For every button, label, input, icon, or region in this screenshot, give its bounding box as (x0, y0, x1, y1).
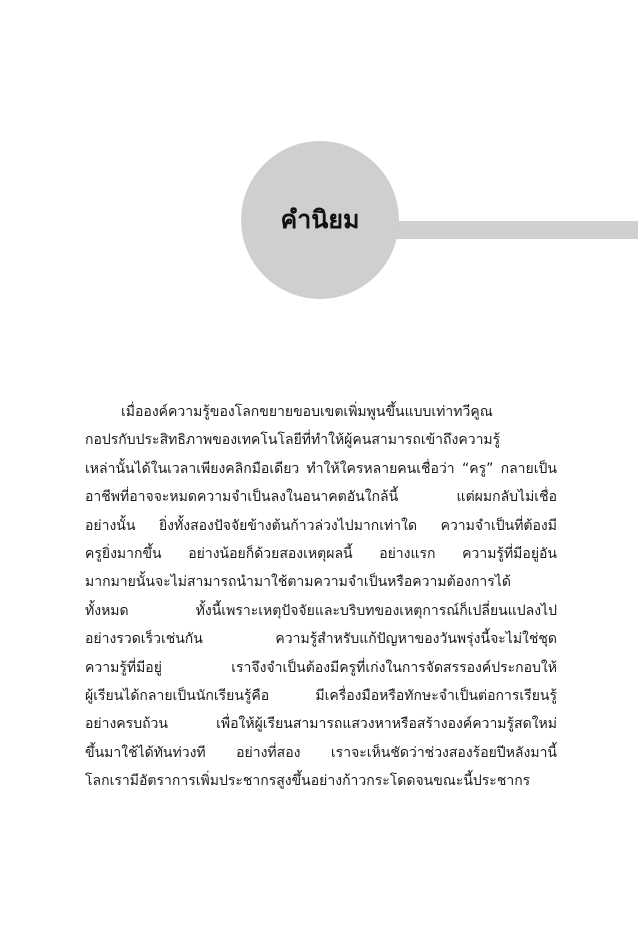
paragraph-line: ขึ้นมาใช้ได้ทันท่วงที อย่างที่สอง เราจะเห็นชัดว่าช่วงสองร้อยปีหลังมานี้ (85, 744, 557, 761)
paragraph-line: เมื่อองค์ความรู้ของโลกขยายขอบเขตเพิ่มพูนขึ้นแบบเท่าทวีคูณ (121, 404, 493, 420)
title-circle (241, 141, 399, 299)
body-paragraph (85, 398, 557, 795)
paragraph-line: อย่างรวดเร็วเช่นกัน ความรู้สำหรับแก้ปัญหาของวันพรุ่งนี้จะไม่ใช่ชุด (85, 631, 557, 648)
paragraph-line: เหล่านั้นได้ในเวลาเพียงคลิกมือเดียว ทำให้ใครหลายคนเชื่อว่า “ครู” กลายเป็น (85, 460, 557, 477)
page-title: คำนิยม (280, 205, 360, 234)
paragraph-line: โลกเรามีอัตราการเพิ่มประชากรสูงขึ้นอย่างก้าวกระโดดจนขณะนี้ประชากร (85, 773, 531, 790)
paragraph-line: อย่างครบถ้วน เพื่อให้ผู้เรียนสามารถแสวงหาหรือสร้างองค์ความรู้สดใหม่ (85, 716, 557, 733)
paragraph-line: ครูยิ่งมากขึ้น อย่างน้อยก็ด้วยสองเหตุผลนี้ อย่างแรก ความรู้ที่มีอยู่อัน (85, 545, 557, 562)
paragraph-line: อย่างนั้น ยิ่งทั้งสองปัจจัยข้างต้นก้าวล่วงไปมากเท่าใด ความจำเป็นที่ต้องมี (85, 517, 557, 534)
paragraph-line: ผู้เรียนได้กลายเป็นนักเรียนรู้คือ มีเครื่องมือหรือทักษะจำเป็นต่อการเรียนรู้ (85, 687, 557, 704)
title-decoration-bar (380, 221, 638, 239)
paragraph-line: ทั้งหมด ทั้งนี้เพราะเหตุปัจจัยและบริบทของเหตุการณ์ก็เปลี่ยนแปลงไป (85, 602, 557, 619)
paragraph-line: อาชีพที่อาจจะหมดความจำเป็นลงในอนาคตอันใกล้นี้ แต่ผมกลับไม่เชื่อ (85, 489, 557, 506)
paragraph-line: ความรู้ที่มีอยู่ เราจึงจำเป็นต้องมีครูที่เก่งในการจัดสรรองค์ประกอบให้ (85, 659, 557, 676)
paragraph-line: กอปรกับประสิทธิภาพของเทคโนโลยีที่ทำให้ผู้คนสามารถเข้าถึงความรู้ (85, 432, 501, 449)
paragraph-line: มากมายนั้นจะไม่สามารถนำมาใช้ตามความจำเป็นหรือความต้องการได้ (85, 574, 511, 591)
